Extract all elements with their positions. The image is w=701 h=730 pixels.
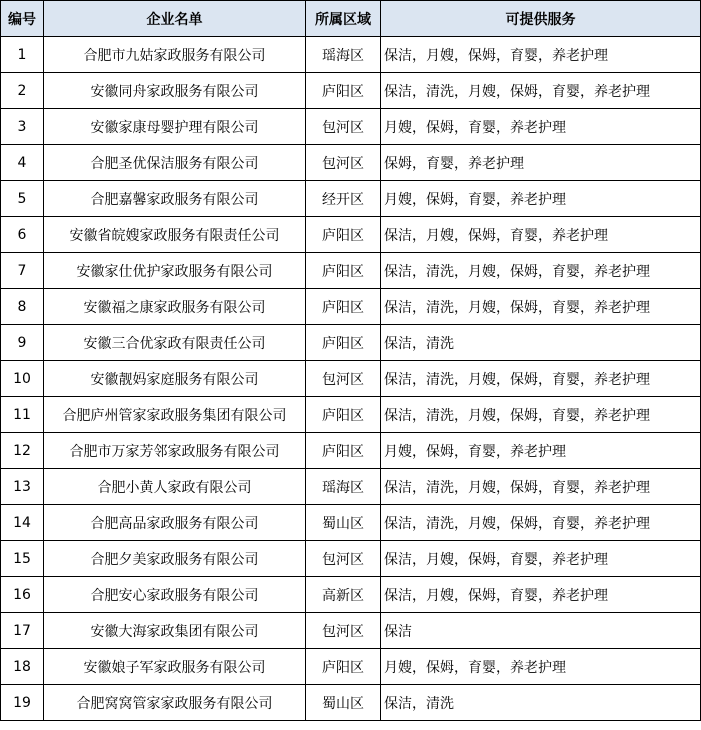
services-cell: 保洁，清洗 (381, 325, 701, 361)
company-name-cell: 合肥嘉馨家政服务有限公司 (44, 181, 306, 217)
company-name-cell: 安徽大海家政集团有限公司 (44, 613, 306, 649)
company-name-cell: 安徽同舟家政服务有限公司 (44, 73, 306, 109)
table-row (1, 649, 701, 685)
table-body (1, 37, 701, 721)
district-cell: 瑶海区 (306, 37, 381, 73)
row-number-cell: 14 (1, 505, 44, 541)
district-cell: 包河区 (306, 613, 381, 649)
services-cell: 保洁，月嫂，保姆，育婴，养老护理 (381, 541, 701, 577)
row-number-cell: 1 (1, 37, 44, 73)
company-name-cell: 安徽家康母婴护理有限公司 (44, 109, 306, 145)
row-number-cell: 9 (1, 325, 44, 361)
district-cell: 包河区 (306, 145, 381, 181)
services-cell: 保洁，月嫂，保姆，育婴，养老护理 (381, 217, 701, 253)
row-number-cell: 17 (1, 613, 44, 649)
district-cell: 庐阳区 (306, 649, 381, 685)
table-row (1, 37, 701, 73)
table-row (1, 613, 701, 649)
company-name-cell: 合肥高品家政服务有限公司 (44, 505, 306, 541)
district-cell: 包河区 (306, 361, 381, 397)
company-name-cell: 安徽福之康家政服务有限公司 (44, 289, 306, 325)
services-cell: 保洁，清洗，月嫂，保姆，育婴，养老护理 (381, 253, 701, 289)
header-row (1, 1, 701, 37)
table-row (1, 253, 701, 289)
row-number-cell: 15 (1, 541, 44, 577)
table-row (1, 325, 701, 361)
services-cell: 月嫂，保姆，育婴，养老护理 (381, 181, 701, 217)
services-cell: 保洁，月嫂，保姆，育婴，养老护理 (381, 577, 701, 613)
services-cell: 保洁，清洗，月嫂，保姆，育婴，养老护理 (381, 505, 701, 541)
row-number-cell: 7 (1, 253, 44, 289)
services-cell: 月嫂，保姆，育婴，养老护理 (381, 433, 701, 469)
table-row (1, 73, 701, 109)
table-row (1, 505, 701, 541)
services-cell: 保洁，清洗，月嫂，保姆，育婴，养老护理 (381, 289, 701, 325)
district-cell: 庐阳区 (306, 73, 381, 109)
header-num: 编号 (1, 1, 44, 37)
district-cell: 庐阳区 (306, 289, 381, 325)
row-number-cell: 13 (1, 469, 44, 505)
row-number-cell: 16 (1, 577, 44, 613)
table-row (1, 361, 701, 397)
company-name-cell: 安徽靓妈家庭服务有限公司 (44, 361, 306, 397)
table-row (1, 397, 701, 433)
table-row (1, 145, 701, 181)
services-cell: 保洁，清洗 (381, 685, 701, 721)
company-name-cell: 合肥小黄人家政有限公司 (44, 469, 306, 505)
district-cell: 蜀山区 (306, 685, 381, 721)
district-cell: 瑶海区 (306, 469, 381, 505)
company-name-cell: 安徽三合优家政有限责任公司 (44, 325, 306, 361)
services-cell: 月嫂，保姆，育婴，养老护理 (381, 109, 701, 145)
row-number-cell: 3 (1, 109, 44, 145)
header-services: 可提供服务 (381, 1, 701, 37)
table-row (1, 433, 701, 469)
services-cell: 月嫂，保姆，育婴，养老护理 (381, 649, 701, 685)
district-cell: 经开区 (306, 181, 381, 217)
company-name-cell: 合肥窝窝管家家政服务有限公司 (44, 685, 306, 721)
table-row (1, 109, 701, 145)
district-cell: 庐阳区 (306, 433, 381, 469)
table-row (1, 181, 701, 217)
services-cell: 保洁，清洗，月嫂，保姆，育婴，养老护理 (381, 469, 701, 505)
services-cell: 保姆，育婴，养老护理 (381, 145, 701, 181)
header-name: 企业名单 (44, 1, 306, 37)
district-cell: 庐阳区 (306, 397, 381, 433)
table-row (1, 217, 701, 253)
services-cell: 保洁，清洗，月嫂，保姆，育婴，养老护理 (381, 73, 701, 109)
table-row (1, 577, 701, 613)
district-cell: 庐阳区 (306, 325, 381, 361)
table-row (1, 541, 701, 577)
row-number-cell: 5 (1, 181, 44, 217)
company-name-cell: 合肥市万家芳邻家政服务有限公司 (44, 433, 306, 469)
company-name-cell: 安徽家仕优护家政服务有限公司 (44, 253, 306, 289)
company-name-cell: 合肥夕美家政服务有限公司 (44, 541, 306, 577)
district-cell: 蜀山区 (306, 505, 381, 541)
company-name-cell: 合肥安心家政服务有限公司 (44, 577, 306, 613)
row-number-cell: 10 (1, 361, 44, 397)
services-cell: 保洁，清洗，月嫂，保姆，育婴，养老护理 (381, 397, 701, 433)
district-cell: 庐阳区 (306, 253, 381, 289)
company-name-cell: 安徽娘子军家政服务有限公司 (44, 649, 306, 685)
district-cell: 包河区 (306, 541, 381, 577)
district-cell: 庐阳区 (306, 217, 381, 253)
services-cell: 保洁，清洗，月嫂，保姆，育婴，养老护理 (381, 361, 701, 397)
row-number-cell: 12 (1, 433, 44, 469)
row-number-cell: 2 (1, 73, 44, 109)
company-name-cell: 合肥庐州管家家政服务集团有限公司 (44, 397, 306, 433)
services-cell: 保洁，月嫂，保姆，育婴，养老护理 (381, 37, 701, 73)
row-number-cell: 8 (1, 289, 44, 325)
table-row (1, 469, 701, 505)
row-number-cell: 6 (1, 217, 44, 253)
table-row (1, 685, 701, 721)
row-number-cell: 4 (1, 145, 44, 181)
district-cell: 包河区 (306, 109, 381, 145)
row-number-cell: 18 (1, 649, 44, 685)
services-cell: 保洁 (381, 613, 701, 649)
row-number-cell: 11 (1, 397, 44, 433)
company-name-cell: 安徽省皖嫂家政服务有限责任公司 (44, 217, 306, 253)
row-number-cell: 19 (1, 685, 44, 721)
company-name-cell: 合肥市九姑家政服务有限公司 (44, 37, 306, 73)
company-name-cell: 合肥圣优保洁服务有限公司 (44, 145, 306, 181)
district-cell: 高新区 (306, 577, 381, 613)
table-row (1, 289, 701, 325)
header-area: 所属区域 (306, 1, 381, 37)
